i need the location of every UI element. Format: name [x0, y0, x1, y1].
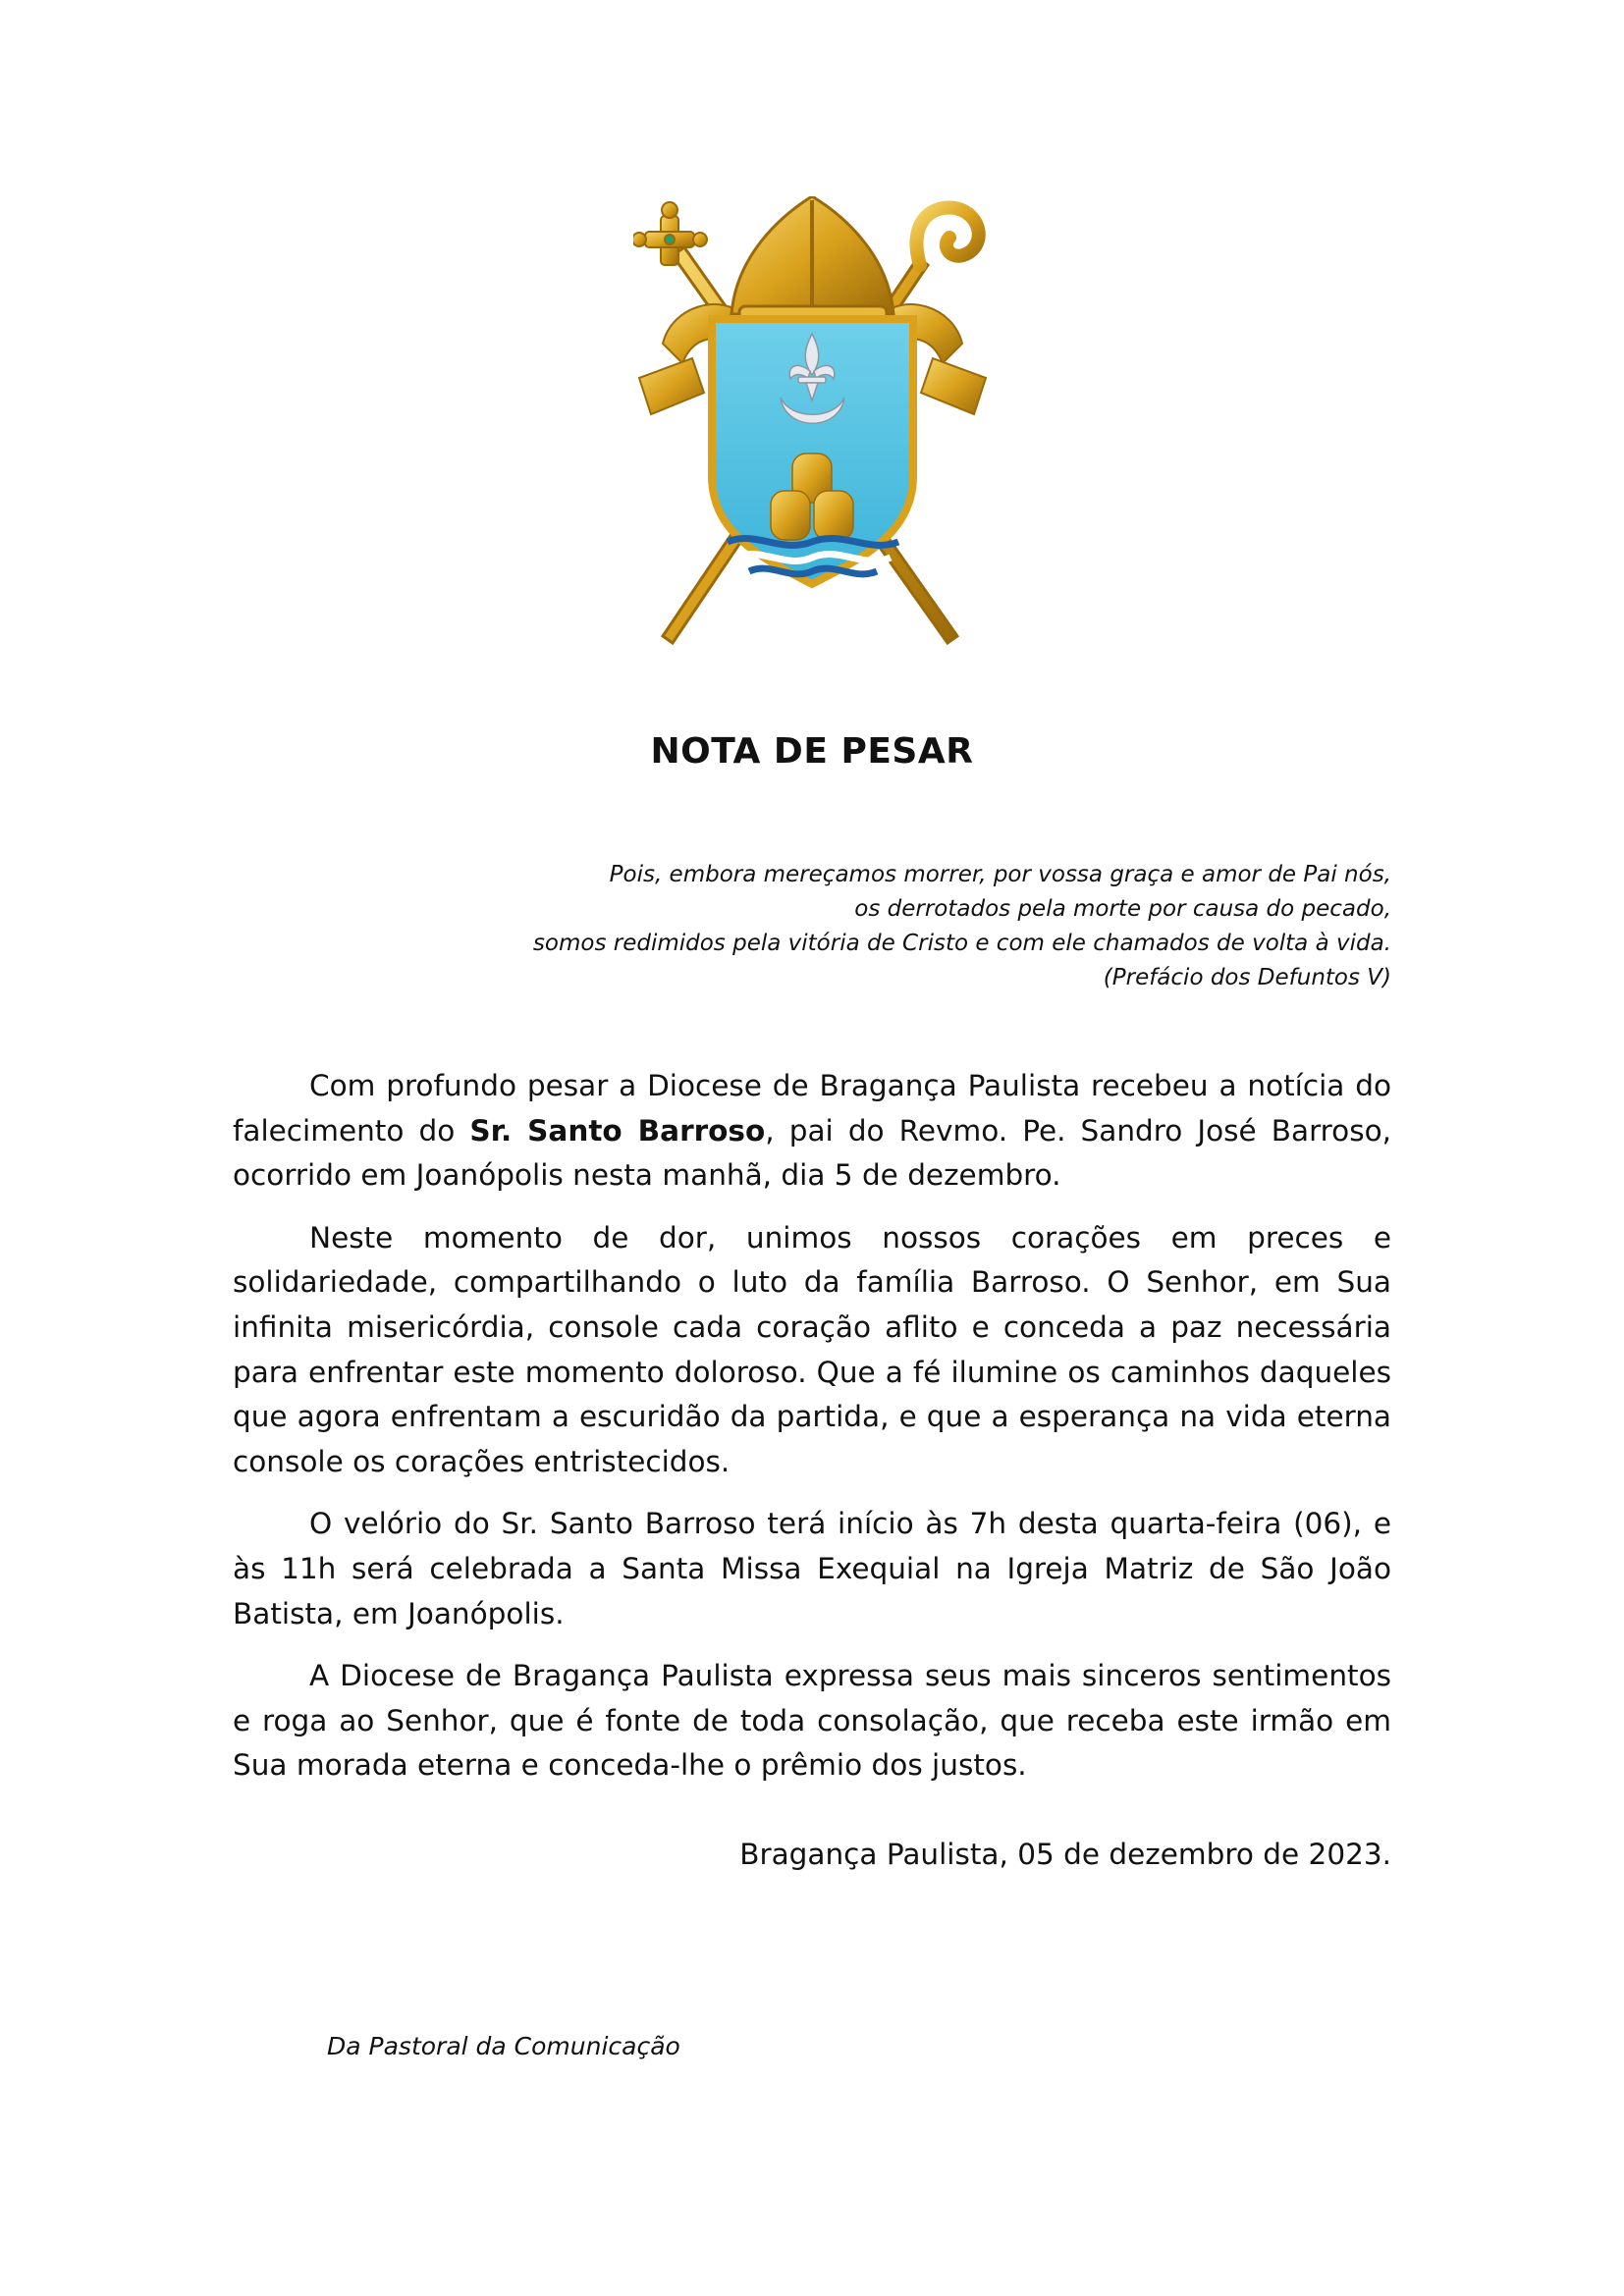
epigraph-line: os derrotados pela morte por causa do pecado,	[854, 896, 1391, 922]
paragraph-condolences: Neste momento de dor, unimos nossos corações em preces e solidariedade, compartilhando o luto da família Barroso. O Senhor, em Sua infinita misericórdia, console cada coração aflito e conceda a paz necessária para enfrentar este momento doloroso. Que a fé ilumine os caminhos daqueles que agora enfrentam a escuridão da partida, e que a esperança na vida eterna console os corações entristecidos.	[233, 1220, 1391, 1478]
paragraph-text: , pai do Revmo. Pe. Sandro José Barroso, ocorrido em Joanópolis nesta manhã, dia 5 de dezembro.	[233, 1113, 1392, 1193]
epigraph-source: (Prefácio dos Defuntos V)	[1103, 965, 1391, 990]
page-title: NOTA DE PESAR	[650, 731, 974, 772]
paragraph-text: Com profundo pesar a Diocese de Bragança Paulista recebeu a notícia do falecimento do	[233, 1069, 1391, 1148]
mitre-icon	[731, 196, 893, 336]
signature: Da Pastoral da Comunicação	[327, 2032, 680, 2060]
shield	[712, 319, 913, 584]
epigraph-quote	[508, 858, 1391, 995]
coat-of-arms-icon	[633, 196, 992, 667]
paragraph-funeral-details: O velório do Sr. Santo Barroso terá início às 7h desta quarta-feira (06), e às 11h será celebrada a Santa Missa Exequial na Igreja Matriz de São João Batista, em Joanópolis.	[233, 1507, 1391, 1630]
paragraph-announcement	[233, 1064, 1391, 1199]
note-body	[233, 1064, 1391, 1806]
epigraph-line: somos redimidos pela vitória de Cristo e com ele chamados de volta à vida.	[532, 931, 1391, 956]
paragraph-closing: A Diocese de Bragança Paulista expressa seus mais sinceros sentimentos e roga ao Senhor, que é fonte de toda consolação, que receba este irmão em Sua morada eterna e conceda-lhe o prêmio dos justos.	[233, 1659, 1391, 1783]
cross-icon	[633, 202, 707, 265]
deceased-name: Sr. Santo Barroso	[469, 1113, 766, 1148]
crozier-icon	[916, 208, 978, 265]
diocese-coat-of-arms	[633, 196, 992, 667]
dateline: Bragança Paulista, 05 de dezembro de 2023.	[739, 1838, 1391, 1871]
epigraph-line: Pois, embora mereçamos morrer, por vossa graça e amor de Pai nós,	[609, 862, 1391, 887]
